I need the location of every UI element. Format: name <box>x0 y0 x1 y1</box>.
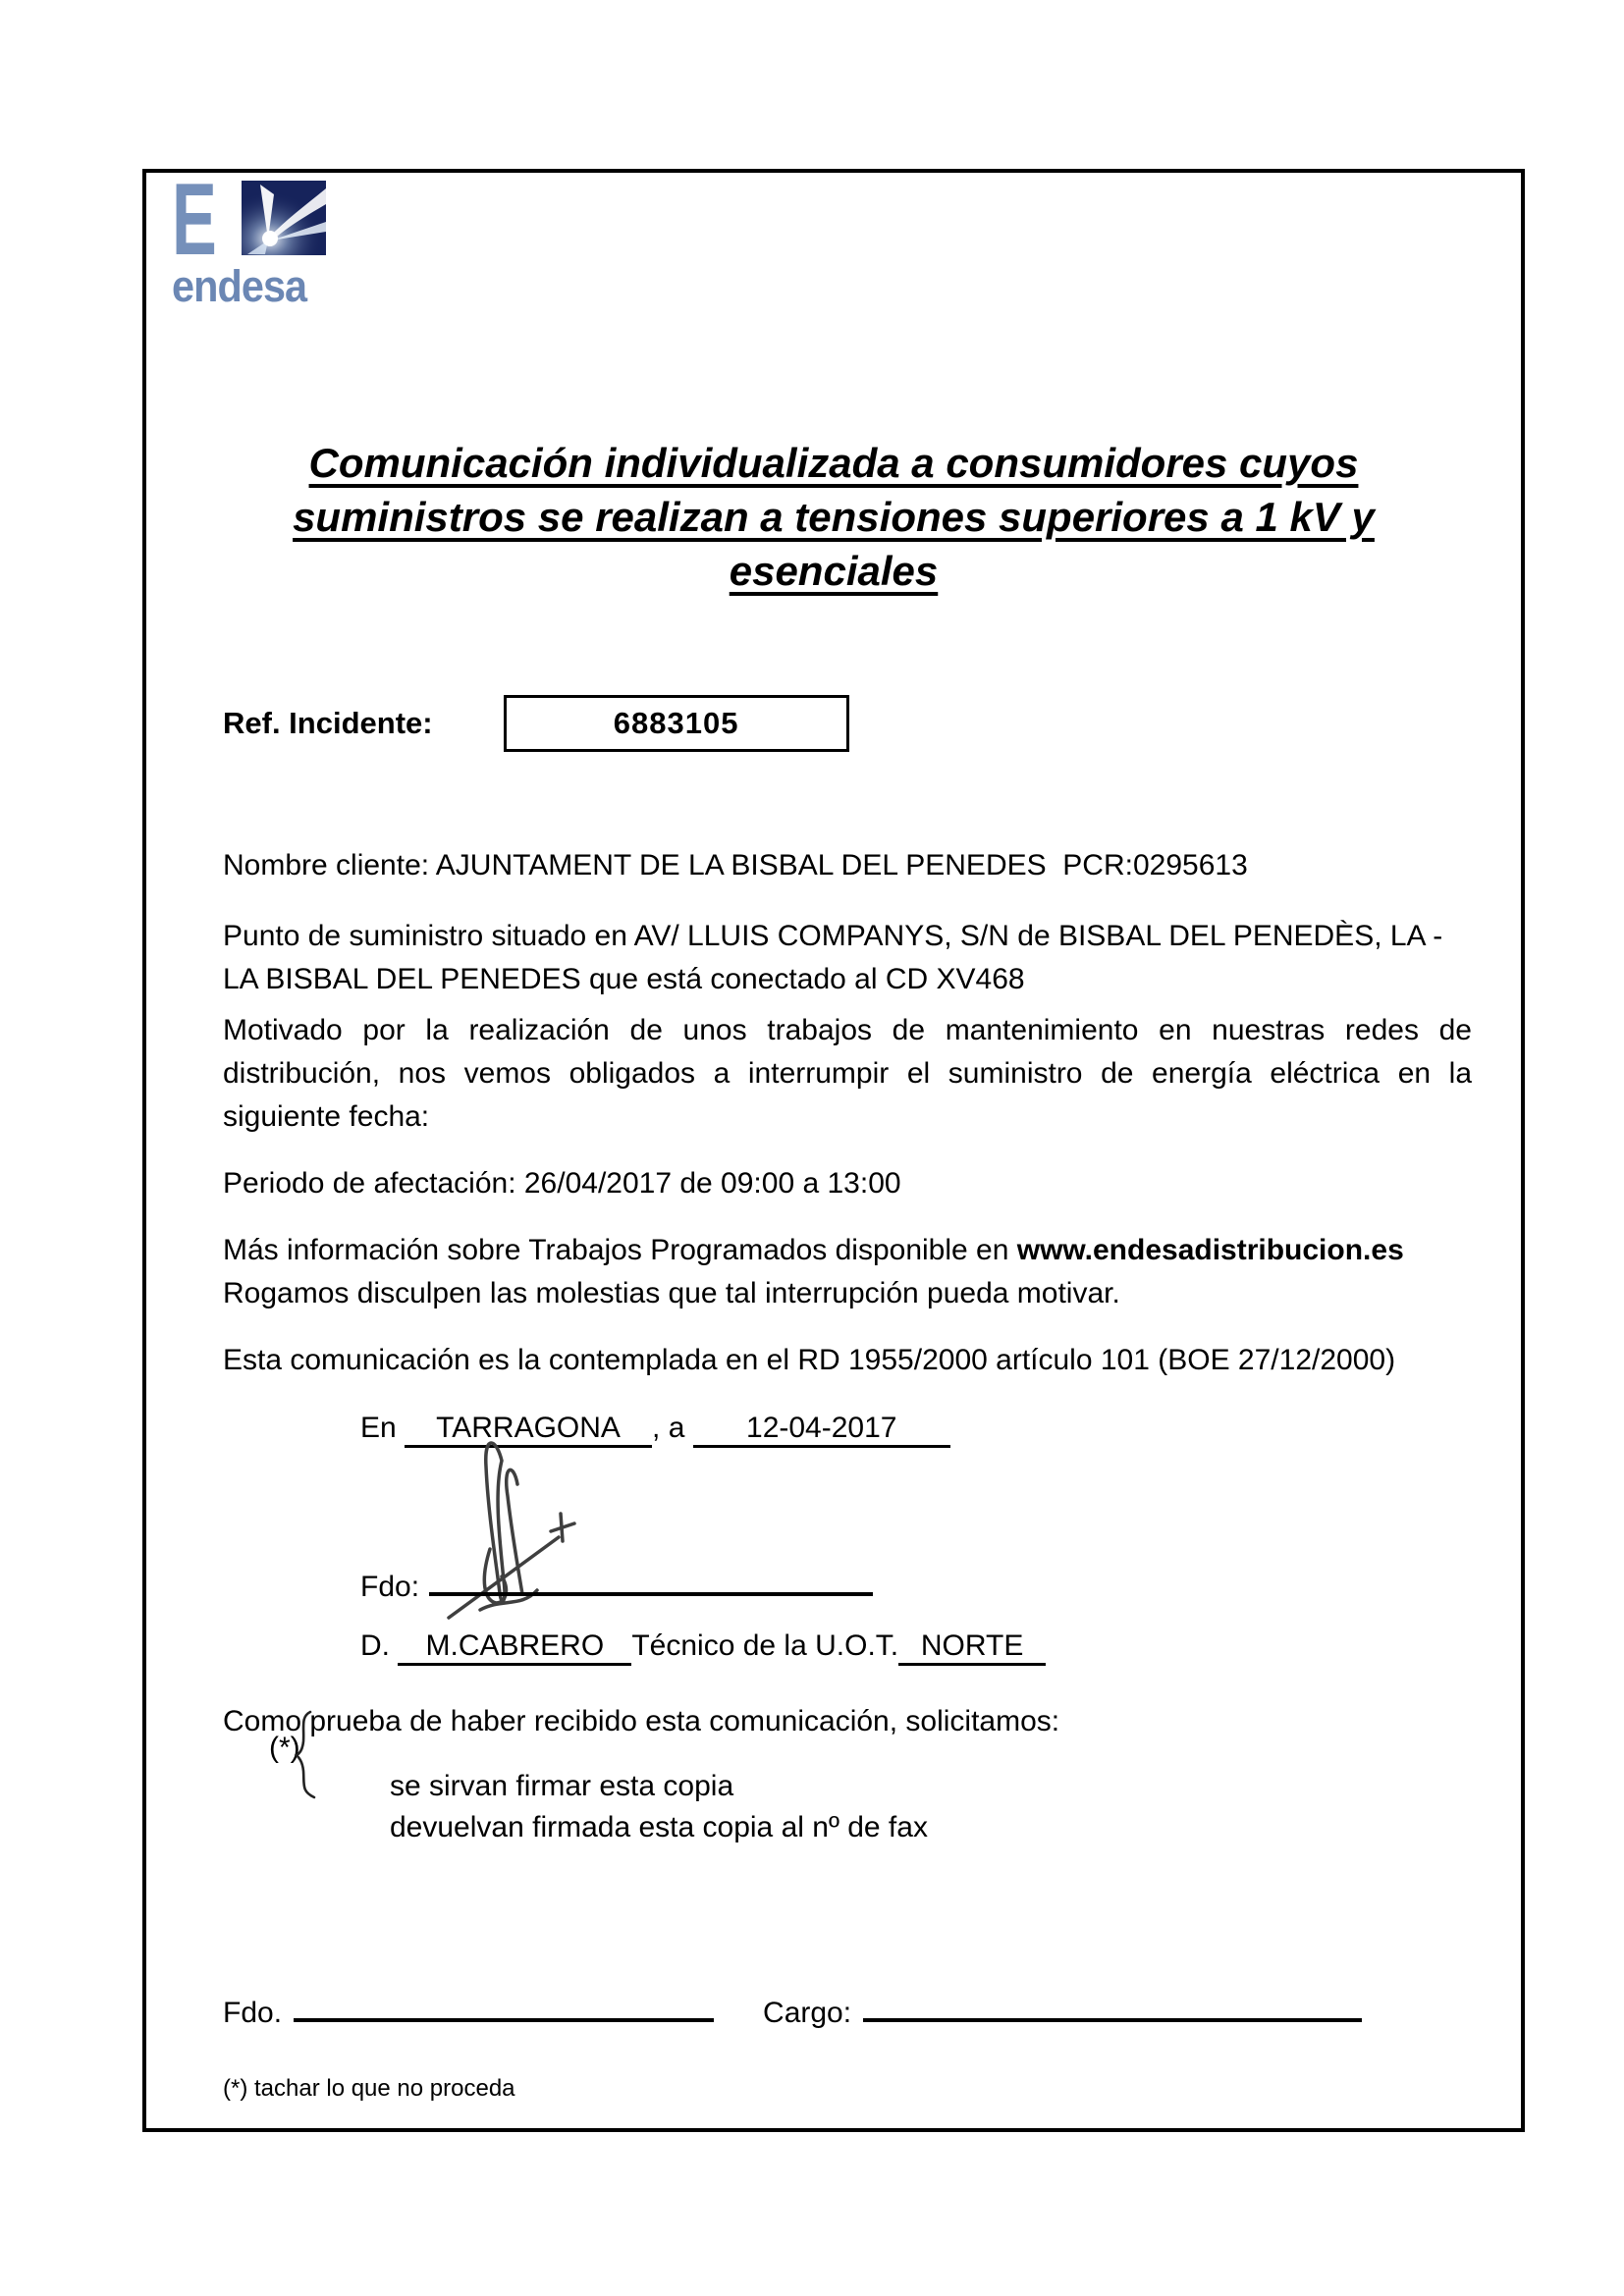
acknowledge-intro: Como prueba de haber recibido esta comunicación, solicitamos: <box>223 1705 1060 1737</box>
technician-name-field: M.CABRERO <box>398 1629 631 1666</box>
form-border <box>142 163 1525 2132</box>
asterisk-marker: (*) <box>269 1732 300 1764</box>
ref-incidente-label: Ref. Incidente: <box>223 706 433 740</box>
acknowledge-option-1: se sirvan firmar esta copia <box>390 1770 734 1802</box>
ref-incidente-row <box>223 695 849 752</box>
technician-role-label: Técnico de la U.O.T. <box>631 1629 899 1662</box>
cargo-label: Cargo: <box>763 1997 852 2029</box>
en-label: En <box>360 1412 397 1444</box>
rogamos-line: Rogamos disculpen las molestias que tal interrupción pueda motivar. <box>223 1277 1120 1309</box>
acknowledge-option-2: devuelvan firmada esta copia al nº de fax <box>390 1811 928 1843</box>
mas-informacion-prefix: Más información sobre Trabajos Programados disponible en <box>223 1234 1017 1266</box>
bottom-fdo-blank-line <box>294 1985 714 2022</box>
technician-line <box>360 1629 1046 1666</box>
bottom-fdo-label: Fdo. <box>223 1997 283 2029</box>
paragraph-punto-suministro: Punto de suministro situado en AV/ LLUIS COMPANYS, S/N de BISBAL DEL PENEDÈS, LA - LA BISBAL DEL PENEDES que está conectado al CD XV468 <box>223 920 1443 995</box>
endesa-logo-row <box>172 163 466 277</box>
endesa-e-letter: E <box>172 163 215 277</box>
fdo-label: Fdo: <box>360 1571 420 1603</box>
endesa-logo <box>172 163 466 311</box>
paragraph-motivado: Motivado por la realización de unos trabajos de mantenimiento en nuestras redes de distribución, nos vemos obligados a interrumpir el suministro de energía eléctrica en la siguiente fecha: <box>223 1014 1472 1133</box>
title-line-2: suministros se realizan a tensiones superiores a 1 kV y <box>293 494 1375 540</box>
title-line-1: Comunicación individualizada a consumidores cuyos <box>308 440 1359 486</box>
endesa-starburst-icon <box>242 181 326 255</box>
paragraph-periodo-afectacion: Periodo de afectación: 26/04/2017 de 09:00 a 13:00 <box>223 1167 901 1200</box>
mas-informacion-line <box>223 1229 1472 1272</box>
fdo-line <box>360 1559 873 1604</box>
paragraph-nombre-cliente: Nombre cliente: AJUNTAMENT DE LA BISBAL DEL PENEDES PCR:0295613 <box>223 849 1248 881</box>
document-title <box>146 436 1521 598</box>
paragraph-mas-informacion <box>223 1229 1472 1315</box>
d-label: D. <box>360 1629 390 1662</box>
title-line-3: esenciales <box>729 548 939 594</box>
bottom-sign-line <box>223 1985 1362 2030</box>
endesa-wordmark: endesa <box>172 261 307 311</box>
fdo-blank-line <box>429 1559 873 1596</box>
footnote-tachar: (*) tachar lo que no proceda <box>223 2075 515 2102</box>
ref-incidente-value: 6883105 <box>613 706 739 740</box>
handwritten-brace-icon <box>292 1710 319 1800</box>
endesa-distribucion-url: www.endesadistribucion.es <box>1016 1234 1404 1266</box>
cargo-blank-line <box>863 1985 1362 2022</box>
date-field: 12-04-2017 <box>693 1412 950 1448</box>
a-label: , a <box>652 1412 685 1444</box>
ref-incidente-box <box>504 695 849 752</box>
paragraph-rd-1955: Esta comunicación es la contemplada en el RD 1955/2000 artículo 101 (BOE 27/12/2000) <box>223 1344 1396 1376</box>
technician-zone-field: NORTE <box>898 1629 1046 1666</box>
city-field: TARRAGONA <box>405 1412 652 1448</box>
